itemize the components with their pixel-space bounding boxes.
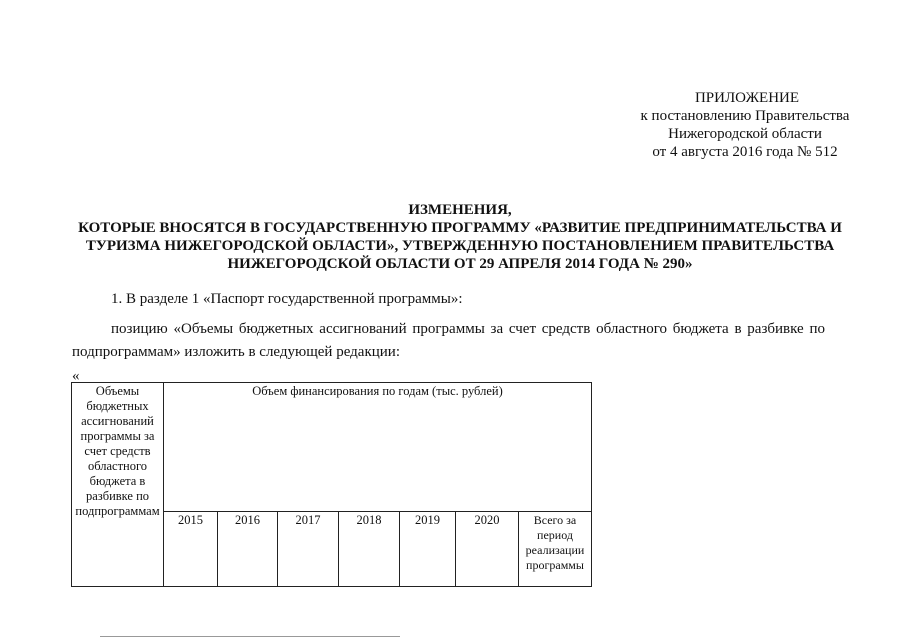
title-line: НИЖЕГОРОДСКОЙ ОБЛАСТИ ОТ 29 АПРЕЛЯ 2014 ГОДА № 290» xyxy=(227,256,693,272)
year-cell: 2019 xyxy=(400,512,456,587)
appendix-line: Нижегородской области xyxy=(668,126,822,142)
budget-table xyxy=(71,382,592,587)
year-cell: 2015 xyxy=(164,512,218,587)
title-line: ИЗМЕНЕНИЯ, xyxy=(408,202,512,218)
row-header-cell: Объемы бюджетных ассигнований программы за счет средств областного бюджета в разбивке по подпрограммам xyxy=(72,383,164,587)
paragraph-item-2: позицию «Объемы бюджетных ассигнований программы за счет средств областного бюджета в разбивке по xyxy=(111,321,825,337)
year-cell: 2018 xyxy=(339,512,400,587)
paragraph-item-1: 1. В разделе 1 «Паспорт государственной программы»: xyxy=(111,291,463,307)
open-quote: « xyxy=(72,368,80,384)
appendix-line: к постановлению Правительства xyxy=(640,108,850,124)
total-period-cell: Всего за период реализации программы xyxy=(519,512,592,587)
year-cell: 2017 xyxy=(278,512,339,587)
year-cell: 2020 xyxy=(456,512,519,587)
appendix-title: ПРИЛОЖЕНИЕ xyxy=(694,90,800,106)
title-line: КОТОРЫЕ ВНОСЯТСЯ В ГОСУДАРСТВЕННУЮ ПРОГРАММУ «РАЗВИТИЕ ПРЕДПРИНИМАТЕЛЬСТВА И xyxy=(78,220,842,236)
document-title xyxy=(60,201,860,273)
financing-header-cell: Объем финансирования по годам (тыс. рублей) xyxy=(164,383,592,512)
year-cell: 2016 xyxy=(218,512,278,587)
scan-edge-line xyxy=(100,636,400,637)
paragraph-item-2-continued: подпрограммам» изложить в следующей редакции: xyxy=(72,344,400,360)
title-line: ТУРИЗМА НИЖЕГОРОДСКОЙ ОБЛАСТИ», УТВЕРЖДЕННУЮ ПОСТАНОВЛЕНИЕМ ПРАВИТЕЛЬСТВА xyxy=(85,238,835,254)
appendix-date: от 4 августа 2016 года № 512 xyxy=(652,144,838,160)
appendix-block xyxy=(600,89,890,161)
